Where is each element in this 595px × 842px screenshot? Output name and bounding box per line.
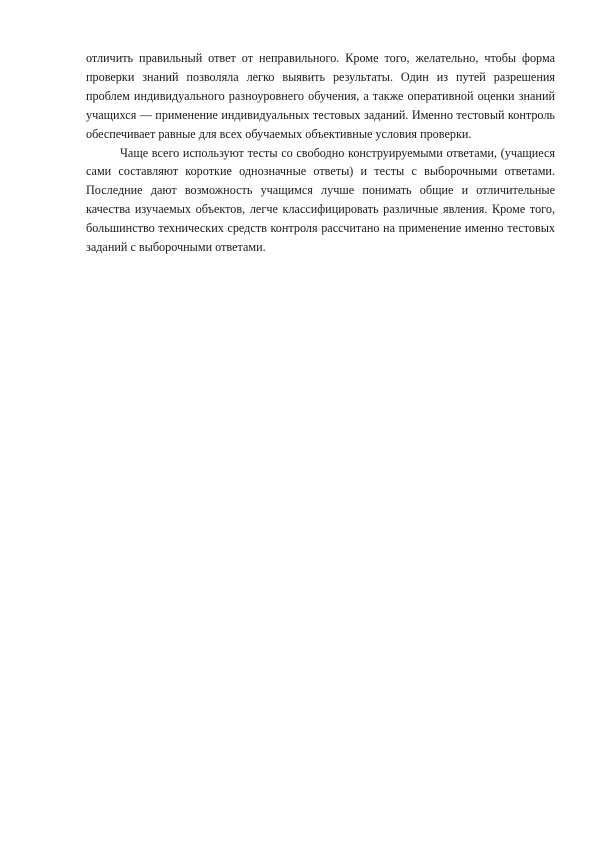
body-text	[86, 49, 555, 257]
paragraph-tests: Чаще всего используют тесты со свободно конструируемыми ответами, (учащиеся сами составляют короткие однозначные ответы) и тесты с выборочными ответами. Последние дают возможность учащимся лучше понимать общие и отличительные качества изучаемых объектов, легче классифицировать различные явления. Кроме того, большинство технических средств контроля рассчитано на применение именно тестовых заданий с выборочными ответами.	[86, 145, 555, 255]
paragraph-continuation: отличить правильный ответ от неправильного. Кроме того, желательно, чтобы форма проверки знаний позволяла легко выявить результаты. Один из путей разрешения проблем индивидуального разноуровнего обучения, а также оперативной оценки знаний учащихся — применение индивидуальных тестовых заданий. Именно тестовый контроль обеспечивает равные для всех обучаемых объективные условия проверки.	[86, 51, 555, 141]
